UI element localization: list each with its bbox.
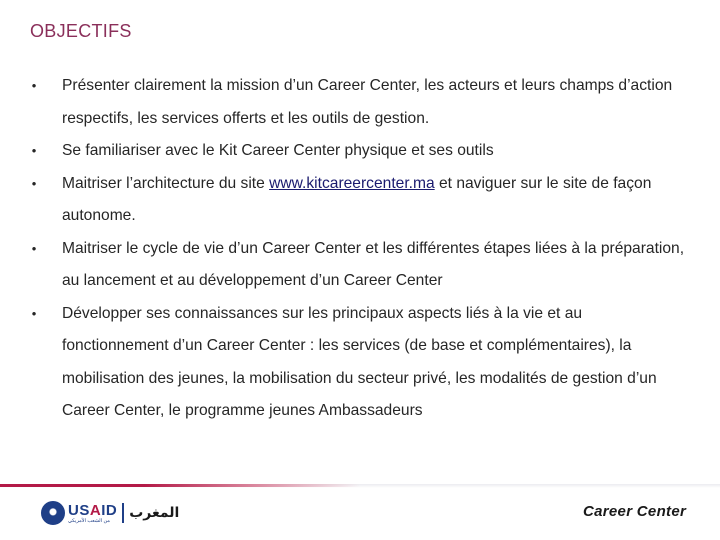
- objective-text: Présenter clairement la mission d’un Career Center, les acteurs et leurs champs d’action respectifs, les services offerts et les outils de gestion.: [62, 77, 673, 127]
- bullet-icon: •: [31, 240, 37, 256]
- website-link[interactable]: www.kitcareercenter.ma: [269, 174, 435, 192]
- usaid-word-part: US: [68, 501, 90, 519]
- morocco-arabic-label: المغرب: [129, 505, 180, 521]
- bullet-icon: •: [31, 78, 37, 93]
- usaid-wordmark: [68, 503, 117, 524]
- bullet-icon: •: [31, 305, 37, 321]
- logo-divider: [122, 503, 124, 523]
- objective-item: [28, 168, 688, 233]
- objective-text: Développer ses connaissances sur les principaux aspects liés à la vie et au fonctionnement d’un Career Center : les services (de base et complémentaires), la mobilisation des jeunes, la mobilisation du secteur privé, les modalités de gestion d’un Career Center, le programme jeunes Ambassadeurs: [62, 304, 657, 419]
- slide-title: OBJECTIFS: [30, 21, 132, 41]
- usaid-seal-icon: [41, 501, 65, 525]
- usaid-word: [68, 503, 117, 518]
- objective-text-after-link: et naviguer sur le site de façon autonome.: [62, 174, 652, 224]
- usaid-word-part: A: [89, 501, 102, 519]
- usaid-logo: [41, 500, 179, 526]
- objectives-list: [28, 70, 688, 428]
- career-center-logo: Career Center: [583, 503, 687, 520]
- usaid-word-part: ID: [101, 501, 118, 519]
- footer-accent-line: [0, 484, 360, 487]
- objective-text-before-link: Maitriser l’architecture du site: [62, 174, 270, 192]
- objective-text: Se familiariser avec le Kit Career Center physique et ses outils: [62, 142, 494, 159]
- bullet-icon: •: [31, 175, 37, 191]
- objective-text: Maitriser le cycle de vie d’un Career Center et les différentes étapes liées à la préparation, au lancement et au développement d’un Career Center: [62, 239, 685, 289]
- bullet-icon: •: [31, 143, 37, 158]
- objective-item: [28, 298, 688, 428]
- objective-item: [28, 135, 688, 168]
- objective-item: [28, 70, 688, 135]
- objective-item: [28, 233, 688, 298]
- usaid-subtitle: من الشعب الأمريكي: [68, 517, 110, 524]
